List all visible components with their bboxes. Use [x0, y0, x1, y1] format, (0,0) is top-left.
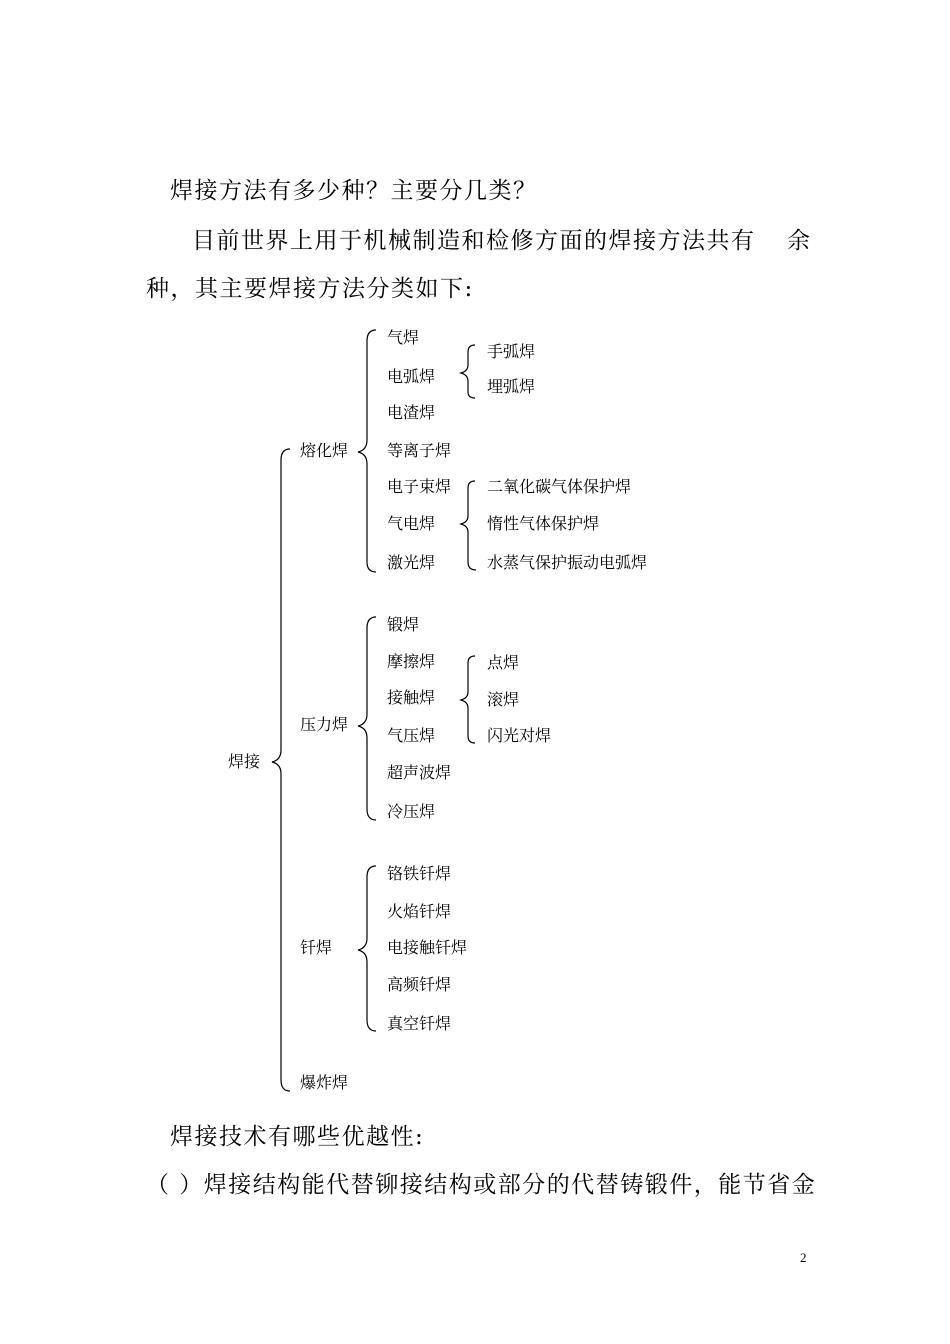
- pressure-item: 气压焊: [387, 726, 436, 745]
- advantages-heading: 焊接技术有哪些优越性:: [170, 1124, 425, 1150]
- gas-sub-item: 二氧化碳气体保护焊: [487, 477, 632, 496]
- intro-line-2: 种，其主要焊接方法分类如下:: [146, 276, 474, 302]
- fusion-item: 电弧焊: [387, 367, 436, 386]
- braze-label: 钎焊: [300, 938, 333, 957]
- pressure-item: 摩擦焊: [387, 652, 436, 671]
- gas-sub-item: 水蒸气保护振动电弧焊: [487, 553, 648, 572]
- fusion-item: 气电焊: [387, 514, 436, 533]
- advantage-line-1: （ ）焊接结构能代替铆接结构或部分的代替铸锻件，能节省金: [146, 1172, 817, 1198]
- intro-line-1-end: 余: [787, 228, 812, 254]
- page-number: 2: [800, 1250, 807, 1265]
- gas-sub-item: 惰性气体保护焊: [487, 514, 600, 533]
- contact-sub-item: 点焊: [487, 653, 520, 672]
- pressure-item: 锻焊: [387, 615, 420, 634]
- question-heading: 焊接方法有多少种？主要分几类？: [170, 178, 538, 204]
- contact-sub-item: 滚焊: [487, 690, 520, 709]
- braze-item: 高频钎焊: [387, 975, 452, 994]
- braze-item: 真空钎焊: [387, 1014, 452, 1033]
- fusion-item: 气焊: [387, 328, 420, 347]
- braze-item: 火焰钎焊: [387, 902, 452, 921]
- fusion-item: 电子束焊: [387, 477, 452, 496]
- fusion-item: 等离子焊: [387, 441, 452, 460]
- braze-item: 电接触钎焊: [387, 938, 468, 957]
- pressure-item: 接触焊: [387, 688, 436, 707]
- explosion-label: 爆炸焊: [300, 1073, 349, 1092]
- fusion-item: 激光焊: [387, 553, 436, 572]
- contact-sub-item: 闪光对焊: [487, 726, 552, 745]
- arc-sub-item: 手弧焊: [487, 342, 536, 361]
- braze-item: 铬铁钎焊: [387, 864, 452, 883]
- pressure-label: 压力焊: [300, 715, 349, 734]
- fusion-item: 电渣焊: [387, 403, 436, 422]
- pressure-item: 超声波焊: [387, 763, 452, 782]
- intro-line-1: 目前世界上用于机械制造和检修方面的焊接方法共有: [192, 228, 756, 254]
- fusion-label: 熔化焊: [300, 441, 349, 460]
- arc-sub-item: 埋弧焊: [487, 377, 536, 396]
- root-label: 焊接: [228, 752, 261, 771]
- pressure-item: 冷压焊: [387, 802, 436, 821]
